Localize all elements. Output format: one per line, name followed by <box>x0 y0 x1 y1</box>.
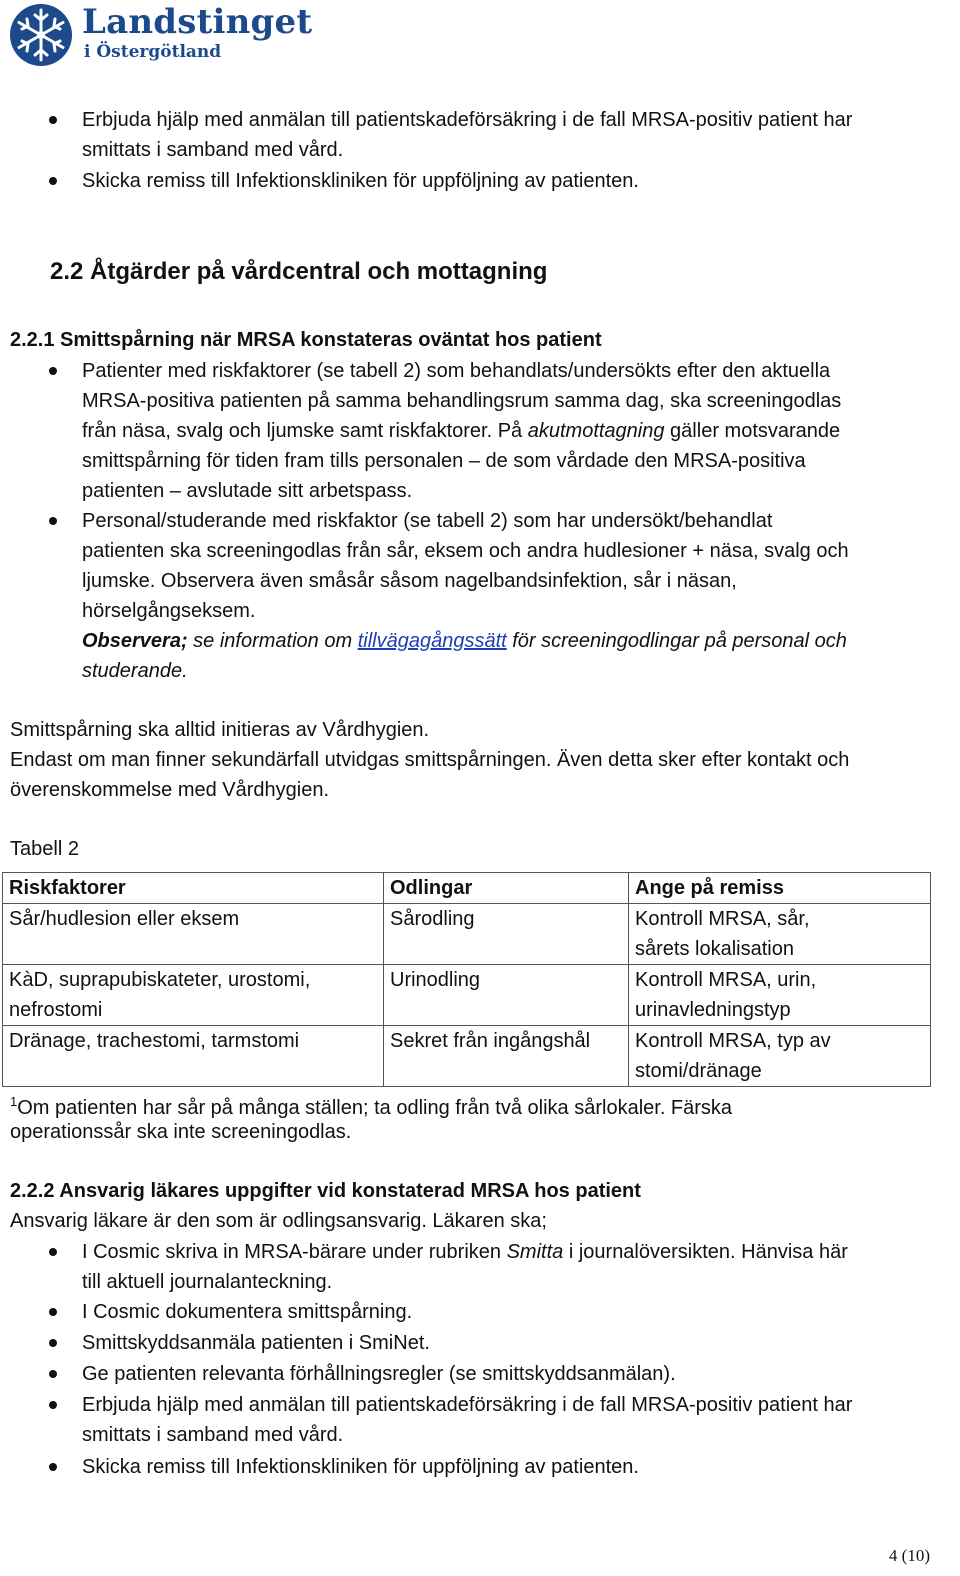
footnote-line: operationssår ska inte screeningodlas. <box>10 1121 352 1143</box>
cell-line: Dränage, trachestomi, tarmstomi <box>9 1030 300 1052</box>
section-heading-2-2-1: 2.2.1 Smittspårning när MRSA konstateras oväntat hos patient <box>10 329 602 351</box>
table-cell <box>629 904 931 965</box>
paragraph: Ansvarig läkare är den som är odlingsansvarig. Läkaren ska; <box>10 1210 547 1232</box>
list-item-continuation: smittats i samband med vård. <box>82 139 344 161</box>
bullet-icon <box>49 1248 57 1256</box>
table-caption: Tabell 2 <box>10 838 79 860</box>
table-row <box>3 904 931 965</box>
paragraph-line: överenskommelse med Vårdhygien. <box>10 779 330 801</box>
list-item: Smittskyddsanmäla patienten i SmiNet. <box>82 1332 430 1354</box>
paragraph-line: Patienter med riskfaktorer (se tabell 2) som behandlats/undersökts efter den aktuella <box>82 360 831 382</box>
cell-line: Kontroll MRSA, sår, <box>635 908 810 930</box>
text-run: se information om <box>187 630 358 652</box>
table-cell: Sekret från ingångshål <box>384 1026 629 1087</box>
table-cell <box>629 965 931 1026</box>
cell-line: stomi/dränage <box>635 1060 762 1082</box>
bullet-icon <box>49 1308 57 1316</box>
cell-line: urinavledningstyp <box>635 999 791 1021</box>
bullet-icon <box>49 367 57 375</box>
logo <box>8 2 312 68</box>
list-item: I Cosmic dokumentera smittspårning. <box>82 1301 413 1323</box>
paragraph-line <box>82 416 840 446</box>
logo-region: i Östergötland <box>84 42 222 62</box>
footnote-mark: 1 <box>10 1094 18 1109</box>
paragraph-line: Endast om man finner sekundärfall utvidgas smittspårningen. Även detta sker efter kontakt och <box>10 749 850 771</box>
table-cell <box>3 965 384 1026</box>
section-heading-2-2-2: 2.2.2 Ansvarig läkares uppgifter vid konstaterad MRSA hos patient <box>10 1180 641 1202</box>
observera-label: Observera; <box>82 630 188 652</box>
paragraph-line: patienten ska screeningodlas från sår, eksem och andra hudlesioner + näsa, svalg och <box>82 540 849 562</box>
list-item <box>82 1237 848 1267</box>
list-item-continuation: till aktuell journalanteckning. <box>82 1271 333 1293</box>
table-row <box>3 965 931 1026</box>
cell-line: Sår/hudlesion eller eksem <box>9 908 240 930</box>
emphasis-text: akutmottagning <box>527 420 665 442</box>
paragraph-line <box>82 626 847 656</box>
paragraph-line: smittspårning för tiden fram tills personalen – de som vårdade den MRSA-positiva <box>82 450 806 472</box>
table-cell <box>3 1026 384 1087</box>
page-number: 4 (10) <box>888 1546 930 1565</box>
paragraph: Smittspårning ska alltid initieras av Vårdhygien. <box>10 719 430 741</box>
table-header-row <box>3 873 931 904</box>
bullet-icon <box>49 1401 57 1409</box>
text-run: I Cosmic skriva in MRSA-bärare under rubriken <box>82 1241 507 1263</box>
cell-line: sårets lokalisation <box>635 938 794 960</box>
paragraph-line: MRSA-positiva patienten på samma behandlingsrum samma dag, ska screeningodlas <box>82 390 842 412</box>
paragraph-line: Personal/studerande med riskfaktor (se tabell 2) som har undersökt/behandlat <box>82 510 773 532</box>
section-heading-2-2: 2.2 Åtgärder på vårdcentral och mottagning <box>50 258 548 285</box>
list-item: Skicka remiss till Infektionskliniken för uppföljning av patienten. <box>82 1456 639 1478</box>
bullet-icon <box>49 1339 57 1347</box>
list-item: Erbjuda hjälp med anmälan till patientskadeförsäkring i de fall MRSA-positiv patient har <box>82 109 853 131</box>
table-row <box>3 1026 931 1087</box>
table-header-cell: Ange på remiss <box>629 873 931 904</box>
table-cell <box>3 904 384 965</box>
table-cell <box>629 1026 931 1087</box>
paragraph-line: studerande. <box>82 660 188 682</box>
list-item: Ge patienten relevanta förhållningsregler (se smittskyddsanmälan). <box>82 1363 676 1385</box>
bullet-icon <box>49 1370 57 1378</box>
footnote-text: Om patienten har sår på många ställen; ta odling från två olika sårlokaler. Färska <box>17 1097 733 1119</box>
table-header-cell: Odlingar <box>384 873 629 904</box>
bullet-icon <box>49 1463 57 1471</box>
emphasis-text: Smitta <box>506 1241 564 1263</box>
table-cell: Urinodling <box>384 965 629 1026</box>
logo-name: Landstinget <box>82 2 313 42</box>
list-item: Skicka remiss till Infektionskliniken för uppföljning av patienten. <box>82 170 639 192</box>
bullet-icon <box>49 116 57 124</box>
paragraph-line: patienten – avslutade sitt arbetspass. <box>82 480 413 502</box>
text-run: gäller motsvarande <box>664 420 841 442</box>
cell-line: KàD, suprapubiskateter, urostomi, <box>9 969 311 991</box>
bullet-icon <box>49 517 57 525</box>
table-header-cell: Riskfaktorer <box>3 873 384 904</box>
table-cell: Sårodling <box>384 904 629 965</box>
cell-line: Kontroll MRSA, urin, <box>635 969 817 991</box>
text-run: från näsa, svalg och ljumske samt riskfaktorer. På <box>82 420 528 442</box>
cell-line: nefrostomi <box>9 999 103 1021</box>
text-run: i journalöversikten. Hänvisa här <box>563 1241 848 1263</box>
table-2 <box>2 872 931 1087</box>
paragraph-line: ljumske. Observera även småsår såsom nagelbandsinfektion, sår i näsan, <box>82 570 737 592</box>
cell-line: Kontroll MRSA, typ av <box>635 1030 831 1052</box>
bullet-icon <box>49 177 57 185</box>
list-item-continuation: smittats i samband med vård. <box>82 1424 344 1446</box>
text-run: för screeningodlingar på personal och <box>506 630 847 652</box>
snowflake-logo-icon <box>8 2 74 68</box>
list-item: Erbjuda hjälp med anmälan till patientskadeförsäkring i de fall MRSA-positiv patient har <box>82 1394 853 1416</box>
paragraph-line: hörselgångseksem. <box>82 600 256 622</box>
tillvagagangssatt-link[interactable]: tillvägagångssätt <box>357 630 507 652</box>
